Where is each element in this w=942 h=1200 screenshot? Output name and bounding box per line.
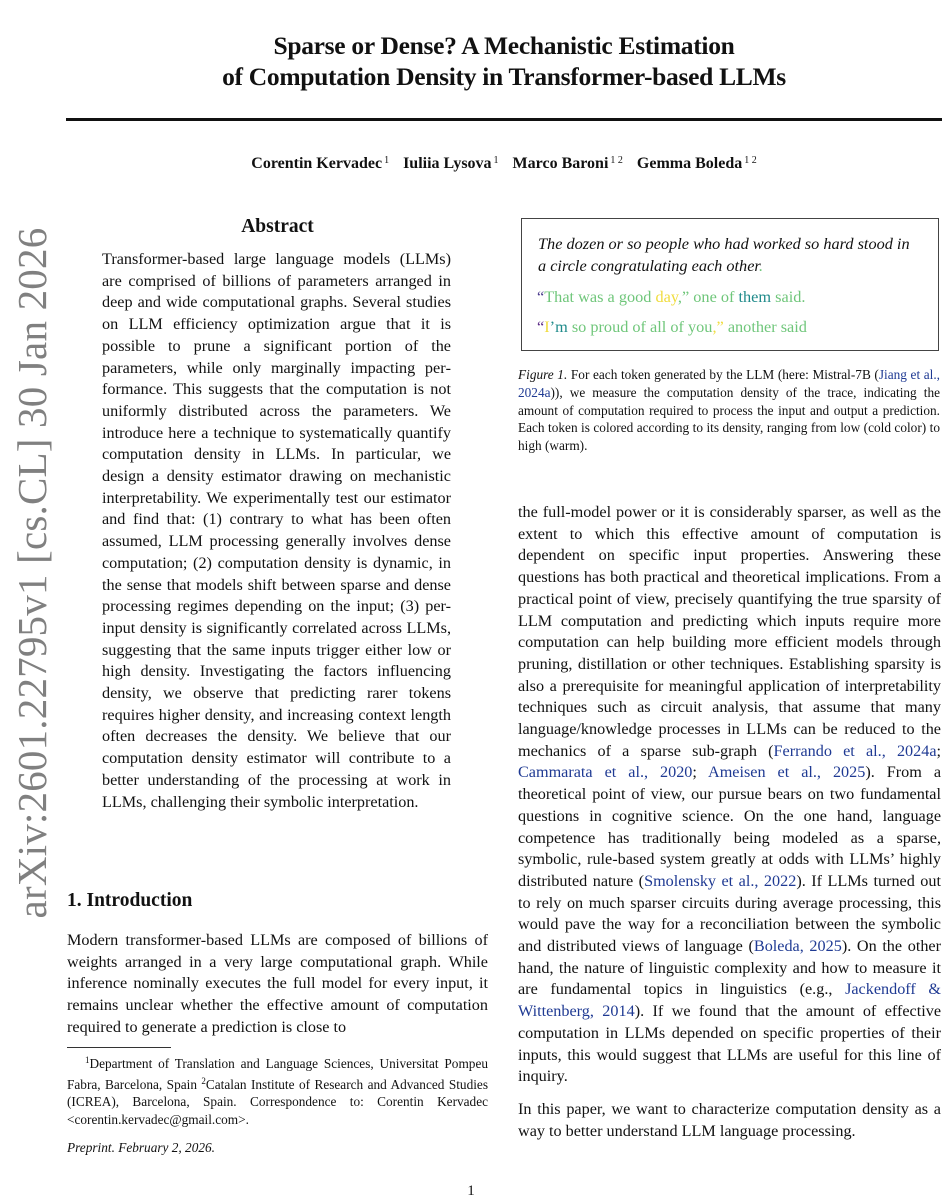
citation-link[interactable]: Cammarata et al., 2020 bbox=[518, 763, 693, 782]
token-period: . bbox=[758, 255, 764, 275]
footnote-rule bbox=[67, 1047, 171, 1048]
figure-1-caption: Figure 1. For each token generated by the LLM (here: Mistral-7B (Jiang et al., 2024a)), we measure the computation density of the trace, indicating the amount of computation required to process the input and output a prediction. Each token is colored according to its density, ranging from low (cold color) to high (warm). bbox=[518, 367, 941, 454]
introduction-text-left: Modern transformer-based LLMs are composed of billions of weights arranged in a very large computational graph. While inference nominally executes the full model for every input, it remains unclear whether the effective amount of computation required to generate a prediction is close to bbox=[67, 931, 488, 1036]
citation-link[interactable]: Jiang et al., 2024a bbox=[518, 367, 941, 400]
token: day bbox=[655, 287, 678, 306]
paragraph: In this paper, we want to characterize computation density as a way to better understand LLM language processing. bbox=[518, 1099, 941, 1140]
section-heading-introduction: 1. Introduction bbox=[67, 890, 193, 911]
token: ’m bbox=[549, 317, 568, 336]
token: I bbox=[544, 317, 550, 336]
generated-line-2 bbox=[537, 317, 807, 337]
citation-link[interactable]: Boleda, 2025 bbox=[753, 937, 842, 956]
figure-context-text: The dozen or so people who had worked so hard stood in a circle congratulating each other. bbox=[538, 234, 910, 275]
token: “ bbox=[537, 317, 545, 336]
generated-line-1 bbox=[537, 287, 805, 307]
title-line-1: Sparse or Dense? A Mechanistic Estimation bbox=[273, 31, 735, 60]
citation-link[interactable]: Jackendoff & Wittenberg, 2014 bbox=[518, 980, 941, 1021]
figure-1-box bbox=[521, 218, 939, 351]
title-line-2: of Computation Density in Transformer-based LLMs bbox=[222, 62, 786, 91]
title-rule bbox=[66, 118, 942, 121]
author-list bbox=[66, 155, 942, 173]
page-number: 1 bbox=[467, 1183, 475, 1199]
paper-title bbox=[66, 30, 942, 92]
affiliation-footnote: $^1$Department of Translation and Language Sciences, Universitat Pompeu Fabra, Barcelona, Spain $^2$Catalan Institute of Research and Advanced Studies (ICREA), Barcelona, Spain. Correspondence to: Corentin Kervadec <corentin.kervadec@gmail.com>. bbox=[67, 1055, 488, 1127]
token: ,” one of bbox=[677, 287, 739, 306]
citation-link[interactable]: Ferrando et al., 2024a bbox=[773, 741, 937, 760]
citation-link[interactable]: Ameisen et al., 2025 bbox=[708, 763, 866, 782]
author: Corentin Kervadec $^1$ bbox=[251, 155, 390, 172]
introduction-text-right bbox=[518, 502, 941, 1142]
author: Iuliia Lysova $^1$ bbox=[403, 155, 499, 172]
citation-link[interactable]: Smolensky et al., 2022 bbox=[644, 871, 797, 890]
preprint-note: Preprint. February 2, 2026. bbox=[67, 1140, 215, 1155]
token: said. bbox=[771, 287, 806, 306]
abstract-text: Transformer-based large language models (LLMs) are comprised of billions of parameters arranged in deep and wide computational graphs. Several studies on LLM efficiency optimization argue that it is possible to prune a significant portion of the parameters, while only marginally impacting performance. This suggests that the computation is not uniformly distributed across the parameters. We introduce here a technique to systematically quantify computation density in LLMs. In particular, we design a density estimator drawing on mechanistic interpretability. We experimentally test our estimator and find that: (1) contrary to what has been often assumed, LLM processing generally involves dense computation; (2) computation density is dynamic, in the sense that models shift between sparse and dense processing regimes depending on the input; (3) per-input density is significantly correlated across LLMs, suggesting that the same inputs trigger either low or high density. Investigating the factors influencing density, we observe that predicting rarer tokens requires higher density, and increasing context length often decreases the density. We believe that our computation density estimator will contribute to a better understanding of the processing at work in LLMs, challenging their symbolic interpretation. bbox=[102, 250, 451, 811]
author: Gemma Boleda $^{1 2}$ bbox=[636, 155, 757, 172]
token: so proud of all of you bbox=[567, 317, 713, 336]
token: “ bbox=[537, 287, 545, 306]
token: them bbox=[738, 287, 772, 306]
figure-label: Figure 1. bbox=[518, 367, 568, 382]
author: Marco Baroni $^{1 2}$ bbox=[512, 155, 623, 172]
token: ,” bbox=[712, 317, 724, 336]
abstract-heading: Abstract bbox=[241, 216, 314, 237]
arxiv-identifier-stamp: arXiv:2601.22795v1 [cs.CL] 30 Jan 2026 bbox=[9, 227, 55, 919]
token: another said bbox=[723, 317, 807, 336]
token: That was a good bbox=[544, 287, 656, 306]
paragraph: the full-model power or it is considerably sparser, as well as the extent to which this effective amount of computation is dependent on specific input properties. Answering these questions has both practical and theoretical implications. From a practical point of view, precisely quantifying the true sparsity of LLM computation and predicting which inputs require more computation can help building more efficient models through pruning, distillation or other techniques. Establishing sparsity is also a prerequisite for meaningful application of interpretability techniques such as circuit analysis, that assume that many language/knowledge processes in LLMs can be reduced to the mechanics of a sparse sub-graph (Ferrando et al., 2024a; Cammarata et al., 2020; Ameisen et al., 2025). From a theoretical point of view, our pursue bears on two fundamental questions in cognitive science. On the one hand, language competence has traditionally being modeled as a sparse, symbolic, rule-based system greatly at odds with LLMs’ highly distributed nature (Smolensky et al., 2022). If LLMs turned out to rely on much sparser circuits during average processing, this would pave the way for a reconciliation between the symbolic and distributed views of language (Boleda, 2025). On the other hand, the nature of linguistic complexity and how to measure it are fundamental topics in linguistics (e.g., Jackendoff & Wittenberg, 2014). If we found that the amount of effective computation in LLMs depended on specific properties of their inputs, this would suggest that LLMs are useful for this line of inquiry. bbox=[518, 503, 942, 1086]
